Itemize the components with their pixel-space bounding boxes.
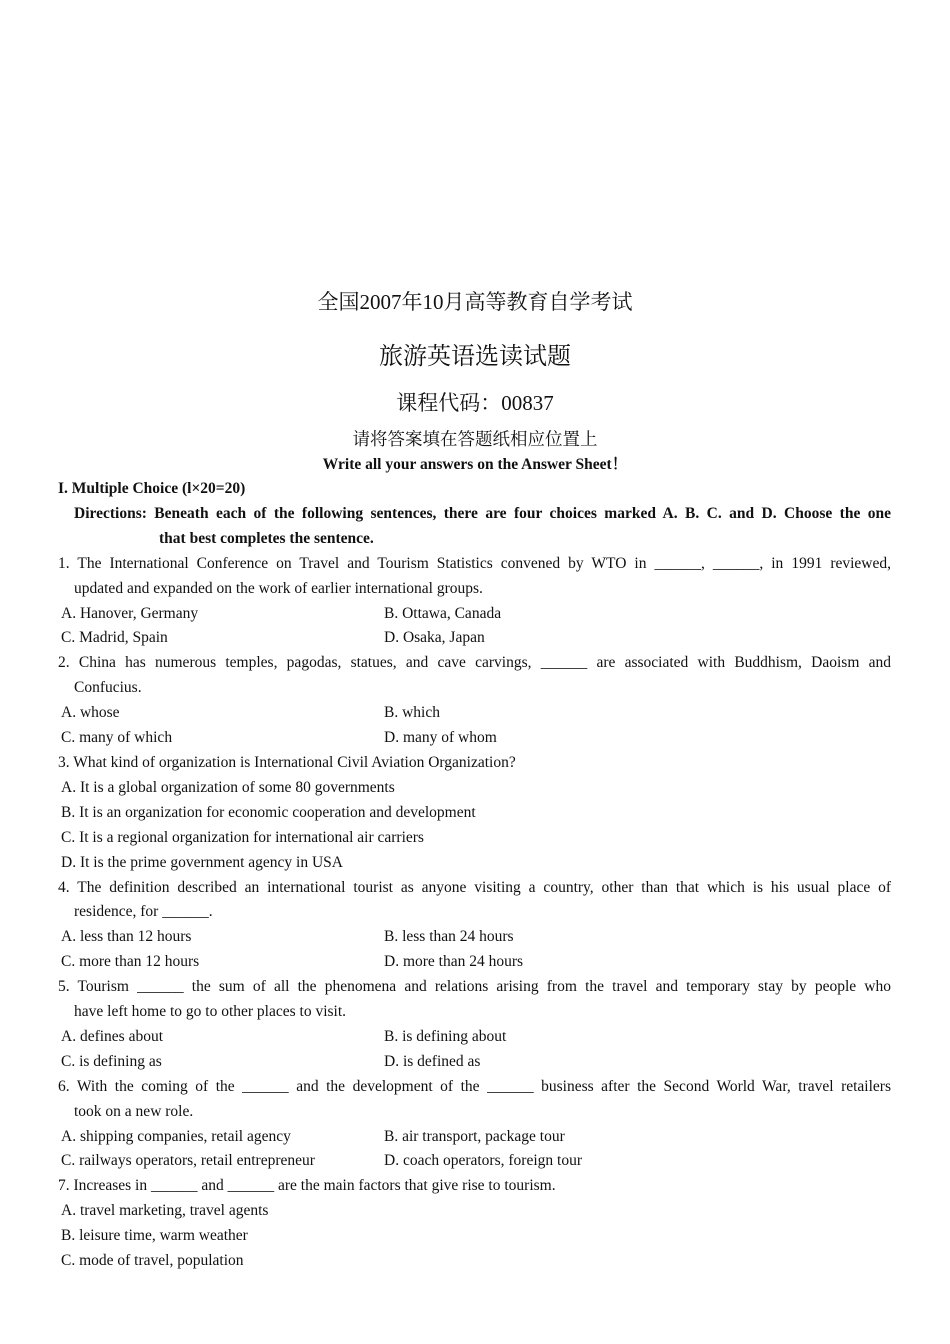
directions-line-1: Directions: Beneath each of the following sentences, there are four choices marked A. B. C. and D. Choose the one: [74, 504, 891, 522]
question-5-option-b: B. is defining about: [384, 1027, 507, 1045]
question-3-text: 3. What kind of organization is International Civil Aviation Organization?: [58, 753, 516, 771]
question-5-option-a: A. defines about: [61, 1027, 164, 1045]
question-3-option-c: C. It is a regional organization for international air carriers: [61, 828, 424, 846]
question-6-option-b: B. air transport, package tour: [384, 1127, 565, 1145]
question-1-options-cd: [58, 626, 891, 651]
question-2-option-a: A. whose: [61, 704, 120, 722]
question-6-option-d: D. coach operators, foreign tour: [384, 1152, 582, 1170]
question-4-text-cont: residence, for ______.: [74, 903, 213, 921]
exam-title: 全国2007年10月高等教育自学考试: [317, 290, 633, 314]
question-7-text: 7. Increases in ______ and ______ are the main factors that give rise to tourism.: [58, 1177, 556, 1195]
paper-title: 旅游英语选读试题: [379, 344, 571, 370]
question-4-option-c: C. more than 12 hours: [61, 953, 200, 971]
answer-instruction-en: Write all your answers on the Answer Sheet！: [322, 456, 628, 473]
question-4-options-cd: [58, 950, 891, 975]
question-6-text-cont: took on a new role.: [74, 1102, 194, 1120]
question-5-option-d: D. is defined as: [384, 1052, 481, 1070]
question-4-option-a: A. less than 12 hours: [61, 928, 192, 946]
question-6-options-ab: [58, 1125, 891, 1150]
question-2-text: 2. China has numerous temples, pagodas, statues, and cave carvings, ______ are associated with Buddhism, Daoism and: [58, 654, 891, 672]
question-7-option-a: A. travel marketing, travel agents: [61, 1202, 269, 1220]
question-4-options-ab: [58, 925, 891, 950]
question-1-option-a: A. Hanover, Germany: [61, 604, 199, 622]
question-6-option-c: C. railways operators, retail entrepreneur: [61, 1152, 315, 1170]
questions-area: [58, 477, 891, 1274]
course-code: 课程代码：00837: [396, 391, 554, 415]
question-1-option-c: C. Madrid, Spain: [61, 629, 168, 647]
question-7-option-b: B. leisure time, warm weather: [61, 1227, 248, 1245]
question-4-option-b: B. less than 24 hours: [384, 928, 514, 946]
question-3-option-d: D. It is the prime government agency in USA: [61, 853, 343, 871]
question-7-option-c: C. mode of travel, population: [61, 1252, 244, 1270]
question-2-option-d: D. many of whom: [384, 729, 497, 747]
question-4-text: 4. The definition described an international tourist as anyone visiting a country, other than that which is his usual place of: [58, 878, 891, 896]
question-3-option-b: B. It is an organization for economic cooperation and development: [61, 803, 476, 821]
question-1-text: 1. The International Conference on Travel and Tourism Statistics convened by WTO in ______, ______, in 1991 reviewed,: [58, 554, 891, 572]
question-6-text: 6. With the coming of the ______ and the development of the ______ business after the Second World War, travel retailers: [58, 1077, 891, 1095]
question-6-options-cd: [58, 1149, 891, 1174]
question-5-text-cont: have left home to go to other places to visit.: [74, 1003, 347, 1021]
question-2-option-c: C. many of which: [61, 729, 173, 747]
question-5-option-c: C. is defining as: [61, 1052, 162, 1070]
question-4-option-d: D. more than 24 hours: [384, 953, 524, 971]
question-2-options-ab: [58, 701, 891, 726]
question-5-options-ab: [58, 1025, 891, 1050]
question-2-option-b: B. which: [384, 704, 440, 722]
section-heading: I. Multiple Choice (l×20=20): [58, 480, 246, 497]
question-1-text-cont: updated and expanded on the work of earlier international groups.: [74, 579, 483, 597]
question-5-text: 5. Tourism ______ the sum of all the phenomena and relations arising from the travel and temporary stay by people who: [58, 978, 891, 996]
question-2-options-cd: [58, 726, 891, 751]
answer-instruction-cn: 请将答案填在答题纸相应位置上: [352, 429, 598, 449]
question-2-text-cont: Confucius.: [74, 679, 142, 697]
question-3-option-a: A. It is a global organization of some 80 governments: [61, 778, 395, 796]
question-1-options-ab: [58, 602, 891, 627]
question-5-options-cd: [58, 1050, 891, 1075]
question-6-option-a: A. shipping companies, retail agency: [61, 1127, 291, 1145]
question-1-option-d: D. Osaka, Japan: [384, 629, 485, 647]
directions-line-2: that best completes the sentence.: [159, 529, 374, 547]
question-1-option-b: B. Ottawa, Canada: [384, 604, 502, 622]
